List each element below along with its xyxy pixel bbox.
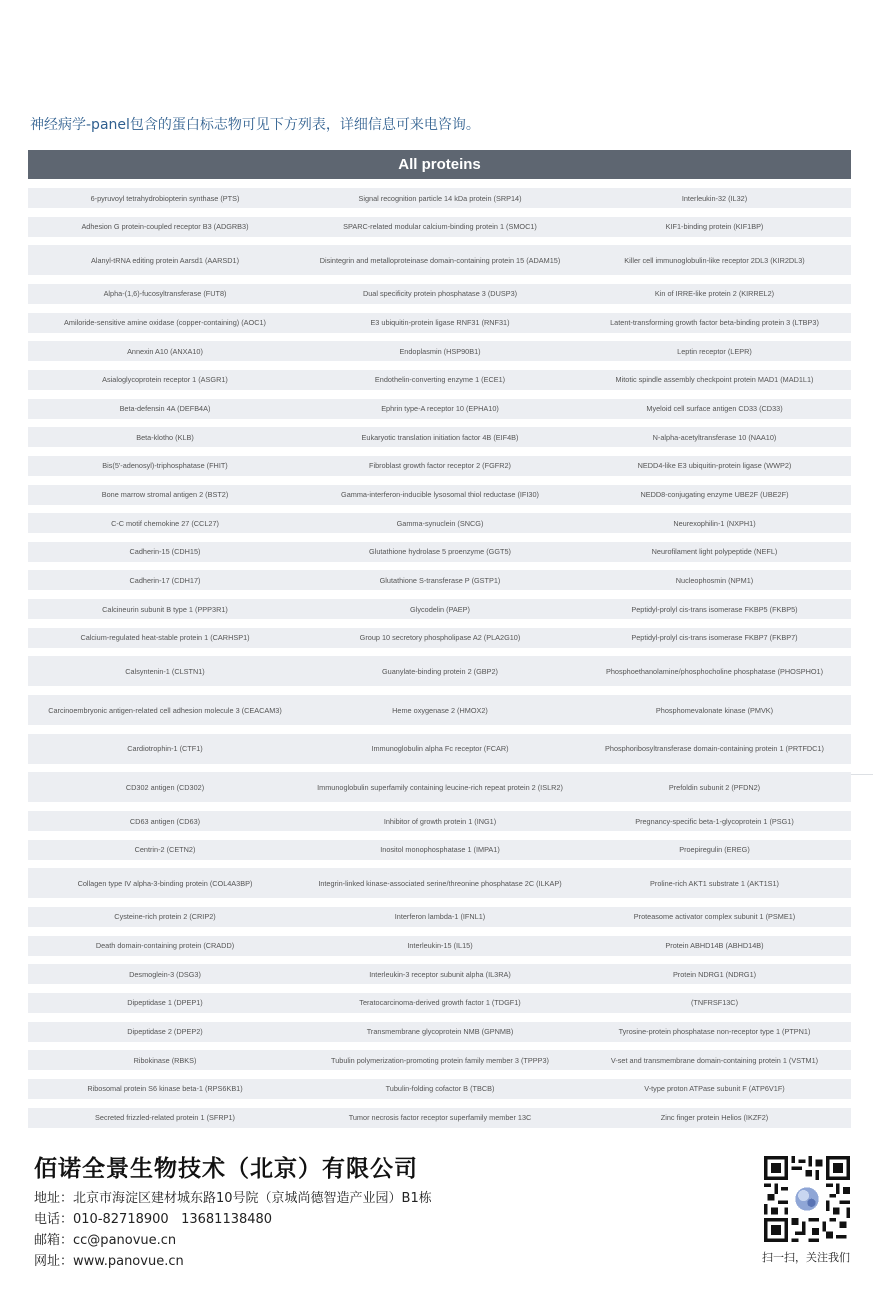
table-cell: Ephrin type-A receptor 10 (EPHA10) xyxy=(381,404,499,414)
table-cell: Bone marrow stromal antigen 2 (BST2) xyxy=(101,490,229,499)
table-cell: Bis(5'-adenosyl)-triphosphatase (FHIT) xyxy=(102,461,228,471)
table-cell: Interferon lambda-1 (IFNL1) xyxy=(394,912,486,922)
table-cell: Glutathione hydrolase 5 proenzyme (GGT5) xyxy=(369,547,511,557)
table-cell: Interleukin-15 (IL15) xyxy=(407,941,473,951)
table-row xyxy=(28,734,851,764)
table-cell: Alpha-(1,6)-fucosyltransferase (FUT8) xyxy=(103,289,227,299)
table-cell: Heme oxygenase 2 (HMOX2) xyxy=(392,705,488,715)
table-cell: NEDD8-conjugating enzyme UBE2F (UBE2F) xyxy=(640,490,789,499)
table-cell: Tumor necrosis factor receptor superfamily member 13C xyxy=(348,1113,532,1122)
table-cell: Phosphoribosyltransferase domain-containing protein 1 (PRTFDC1) xyxy=(605,744,824,754)
table-row xyxy=(28,188,851,208)
table-cell: CD63 antigen (CD63) xyxy=(129,816,201,826)
table-cell: Cysteine-rich protein 2 (CRIP2) xyxy=(114,912,216,922)
table-cell: Desmoglein-3 (DSG3) xyxy=(129,969,201,979)
web-value[interactable]: www.panovue.cn xyxy=(73,1254,184,1269)
table-row xyxy=(28,936,851,956)
table-cell: Tubulin-folding cofactor B (TBCB) xyxy=(385,1084,495,1094)
table-cell: Secreted frizzled-related protein 1 (SFRP1) xyxy=(95,1113,235,1122)
table-cell: Cadherin-15 (CDH15) xyxy=(129,547,201,557)
table-cell: Kin of IRRE-like protein 2 (KIRREL2) xyxy=(654,289,775,299)
table-cell: C-C motif chemokine 27 (CCL27) xyxy=(111,518,219,528)
table-cell: Inositol monophosphatase 1 (IMPA1) xyxy=(380,845,500,855)
table-row xyxy=(28,456,851,476)
table-cell: Mitotic spindle assembly checkpoint protein MAD1 (MAD1L1) xyxy=(615,375,814,385)
table-row xyxy=(28,1050,851,1070)
table-cell: CD302 antigen (CD302) xyxy=(125,782,205,792)
table-cell: Integrin-linked kinase-associated serine/threonine phosphatase 2C (ILKAP) xyxy=(318,878,562,888)
table-row xyxy=(28,964,851,984)
table-cell: NEDD4-like E3 ubiquitin-protein ligase (WWP2) xyxy=(637,461,792,471)
table-cell: Beta-defensin 4A (DEFB4A) xyxy=(119,404,211,414)
intro-text: 神经病学-panel包含的蛋白标志物可见下方列表，详细信息可来电咨询。 xyxy=(30,117,480,133)
table-cell: Calcineurin subunit B type 1 (PPP3R1) xyxy=(102,604,228,614)
table-cell: Immunoglobulin superfamily containing leucine-rich repeat protein 2 (ISLR2) xyxy=(317,782,563,792)
table-row xyxy=(28,284,851,304)
table-row xyxy=(28,1022,851,1042)
table-cell: Inhibitor of growth protein 1 (ING1) xyxy=(383,816,497,826)
table-cell: Beta-klotho (KLB) xyxy=(136,432,194,442)
table-cell: Group 10 secretory phospholipase A2 (PLA2G10) xyxy=(359,633,521,643)
table-cell: Calcium-regulated heat-stable protein 1 (CARHSP1) xyxy=(80,633,250,643)
table-cell: Collagen type IV alpha-3-binding protein (COL4A3BP) xyxy=(77,878,253,888)
table-cell: Annexin A10 (ANXA10) xyxy=(127,346,203,356)
table-cell: Adhesion G protein-coupled receptor B3 (ADGRB3) xyxy=(81,222,249,232)
table-cell: Teratocarcinoma-derived growth factor 1 (TDGF1) xyxy=(359,998,521,1008)
table-cell: Dipeptidase 2 (DPEP2) xyxy=(127,1027,203,1037)
table-row xyxy=(28,341,851,361)
address-value: 北京市海淀区建材城东路10号院（京城尚德智造产业园）B1栋 xyxy=(73,1191,432,1206)
table-row xyxy=(28,599,851,619)
table-row xyxy=(28,695,851,725)
table-row xyxy=(28,1108,851,1128)
email-line xyxy=(34,1230,432,1251)
table-row xyxy=(28,628,851,648)
table-cell: Protein NDRG1 (NDRG1) xyxy=(672,969,757,979)
contact-block xyxy=(34,1188,432,1272)
table-cell: Prefoldin subunit 2 (PFDN2) xyxy=(668,782,761,792)
table-row xyxy=(28,542,851,562)
table-cell: Endoplasmin (HSP90B1) xyxy=(399,346,481,356)
table-cell: N-alpha-acetyltransferase 10 (NAA10) xyxy=(652,432,777,442)
table-cell: Immunoglobulin alpha Fc receptor (FCAR) xyxy=(371,744,509,754)
table-cell: Neurofilament light polypeptide (NEFL) xyxy=(651,547,778,557)
table-row xyxy=(28,656,851,686)
table-row xyxy=(28,993,851,1013)
table-row xyxy=(28,370,851,390)
table-cell: Leptin receptor (LEPR) xyxy=(677,346,752,356)
table-row xyxy=(28,1079,851,1099)
table-row xyxy=(28,245,851,275)
table-cell: Zinc finger protein Helios (IKZF2) xyxy=(660,1113,769,1122)
table-row xyxy=(28,217,851,237)
table-cell: Latent-transforming growth factor beta-binding protein 3 (LTBP3) xyxy=(610,318,819,328)
table-cell: Gamma-synuclein (SNCG) xyxy=(396,518,484,528)
table-cell: 6-pyruvoyl tetrahydrobiopterin synthase (PTS) xyxy=(90,193,240,203)
table-cell: Cadherin-17 (CDH17) xyxy=(129,575,201,585)
qr-caption: 扫一扫，关注我们 xyxy=(762,1251,850,1264)
email-label: 邮箱： xyxy=(34,1233,74,1248)
table-row xyxy=(28,513,851,533)
web-label: 网址： xyxy=(34,1254,74,1269)
table-cell: Calsyntenin-1 (CLSTN1) xyxy=(125,666,205,676)
table-cell: Nucleophosmin (NPM1) xyxy=(675,575,754,585)
qr-code-icon xyxy=(764,1156,850,1242)
table-cell: Tubulin polymerization-promoting protein family member 3 (TPPP3) xyxy=(331,1055,549,1065)
table-cell: Disintegrin and metalloproteinase domain-containing protein 15 (ADAM15) xyxy=(319,255,561,265)
table-cell: Phosphoethanolamine/phosphocholine phosphatase (PHOSPHO1) xyxy=(605,666,824,676)
table-cell: Ribosomal protein S6 kinase beta-1 (RPS6KB1) xyxy=(87,1084,243,1094)
email-value[interactable]: cc@panovue.cn xyxy=(73,1233,177,1248)
table-cell: Fibroblast growth factor receptor 2 (FGFR2) xyxy=(369,461,511,471)
table-row xyxy=(28,772,851,802)
table-cell: Protein ABHD14B (ABHD14B) xyxy=(665,941,764,951)
table-row xyxy=(28,570,851,590)
table-cell: Interleukin-3 receptor subunit alpha (IL3RA) xyxy=(369,969,511,979)
table-cell: Dipeptidase 1 (DPEP1) xyxy=(127,998,203,1008)
phone-line xyxy=(34,1209,432,1230)
table-row xyxy=(28,811,851,831)
address-label: 地址： xyxy=(34,1191,74,1206)
table-cell: V-set and transmembrane domain-containing protein 1 (VSTM1) xyxy=(610,1055,819,1065)
table-cell: Guanylate-binding protein 2 (GBP2) xyxy=(381,666,498,676)
table-cell: V-type proton ATPase subunit F (ATP6V1F) xyxy=(644,1084,785,1094)
table-cell: Proepiregulin (EREG) xyxy=(679,845,750,855)
table-row xyxy=(28,840,851,860)
phone-label: 电话： xyxy=(34,1212,74,1227)
table-cell: Peptidyl-prolyl cis-trans isomerase FKBP7 (FKBP7) xyxy=(631,633,798,643)
table-row xyxy=(28,427,851,447)
table-cell: Gamma-interferon-inducible lysosomal thiol reductase (IFI30) xyxy=(341,490,539,499)
table-cell: Amiloride-sensitive amine oxidase (copper-containing) (AOC1) xyxy=(64,318,266,328)
table-cell: Myeloid cell surface antigen CD33 (CD33) xyxy=(646,404,783,414)
table-cell: Peptidyl-prolyl cis-trans isomerase FKBP5 (FKBP5) xyxy=(631,604,798,614)
table-cell: Killer cell immunoglobulin-like receptor 2DL3 (KIR2DL3) xyxy=(624,255,805,265)
table-cell: Glycodelin (PAEP) xyxy=(410,604,470,614)
table-cell: Alanyl-tRNA editing protein Aarsd1 (AARSD1) xyxy=(90,255,240,265)
table-cell: SPARC-related modular calcium-binding protein 1 (SMOC1) xyxy=(343,222,537,232)
table-cell: KIF1-binding protein (KIF1BP) xyxy=(665,222,764,232)
table-cell: E3 ubiquitin-protein ligase RNF31 (RNF31) xyxy=(370,318,510,328)
table-cell: Interleukin-32 (IL32) xyxy=(681,193,748,203)
table-cell: Signal recognition particle 14 kDa protein (SRP14) xyxy=(358,193,522,203)
table-cell: Phosphomevalonate kinase (PMVK) xyxy=(655,705,774,715)
table-cell: Eukaryotic translation initiation factor 4B (EIF4B) xyxy=(361,432,519,442)
table-cell: Transmembrane glycoprotein NMB (GPNMB) xyxy=(366,1027,514,1037)
table-cell: Endothelin-converting enzyme 1 (ECE1) xyxy=(374,375,506,385)
table-cell: Centrin-2 (CETN2) xyxy=(134,845,196,855)
table-cell: Proline-rich AKT1 substrate 1 (AKT1S1) xyxy=(650,878,779,888)
table-row xyxy=(28,868,851,898)
table-title: All proteins xyxy=(28,150,851,179)
table-cell: Dual specificity protein phosphatase 3 (DUSP3) xyxy=(362,289,518,299)
table-cell: Pregnancy-specific beta-1-glycoprotein 1 (PSG1) xyxy=(635,816,794,826)
divider xyxy=(851,774,873,775)
table-cell: Death domain-containing protein (CRADD) xyxy=(95,941,235,951)
table-cell: (TNFRSF13C) xyxy=(690,998,739,1008)
web-line xyxy=(34,1251,432,1272)
table-row xyxy=(28,313,851,333)
table-cell: Proteasome activator complex subunit 1 (PSME1) xyxy=(633,912,796,922)
table-cell: Tyrosine-protein phosphatase non-receptor type 1 (PTPN1) xyxy=(618,1027,811,1037)
table-cell: Carcinoembryonic antigen-related cell adhesion molecule 3 (CEACAM3) xyxy=(48,705,282,715)
table-cell: Ribokinase (RBKS) xyxy=(133,1055,197,1065)
table-cell: Neurexophilin-1 (NXPH1) xyxy=(673,518,756,528)
table-cell: Glutathione S-transferase P (GSTP1) xyxy=(379,575,501,585)
table-row xyxy=(28,485,851,505)
table-cell: Cardiotrophin-1 (CTF1) xyxy=(127,744,203,754)
table-row xyxy=(28,399,851,419)
table-cell: Asialoglycoprotein receptor 1 (ASGR1) xyxy=(102,375,228,385)
phone-value: 010-82718900 13681138480 xyxy=(73,1212,273,1227)
company-name: 佰诺全景生物技术（北京）有限公司 xyxy=(34,1156,418,1182)
table-row xyxy=(28,907,851,927)
address-line xyxy=(34,1188,432,1209)
